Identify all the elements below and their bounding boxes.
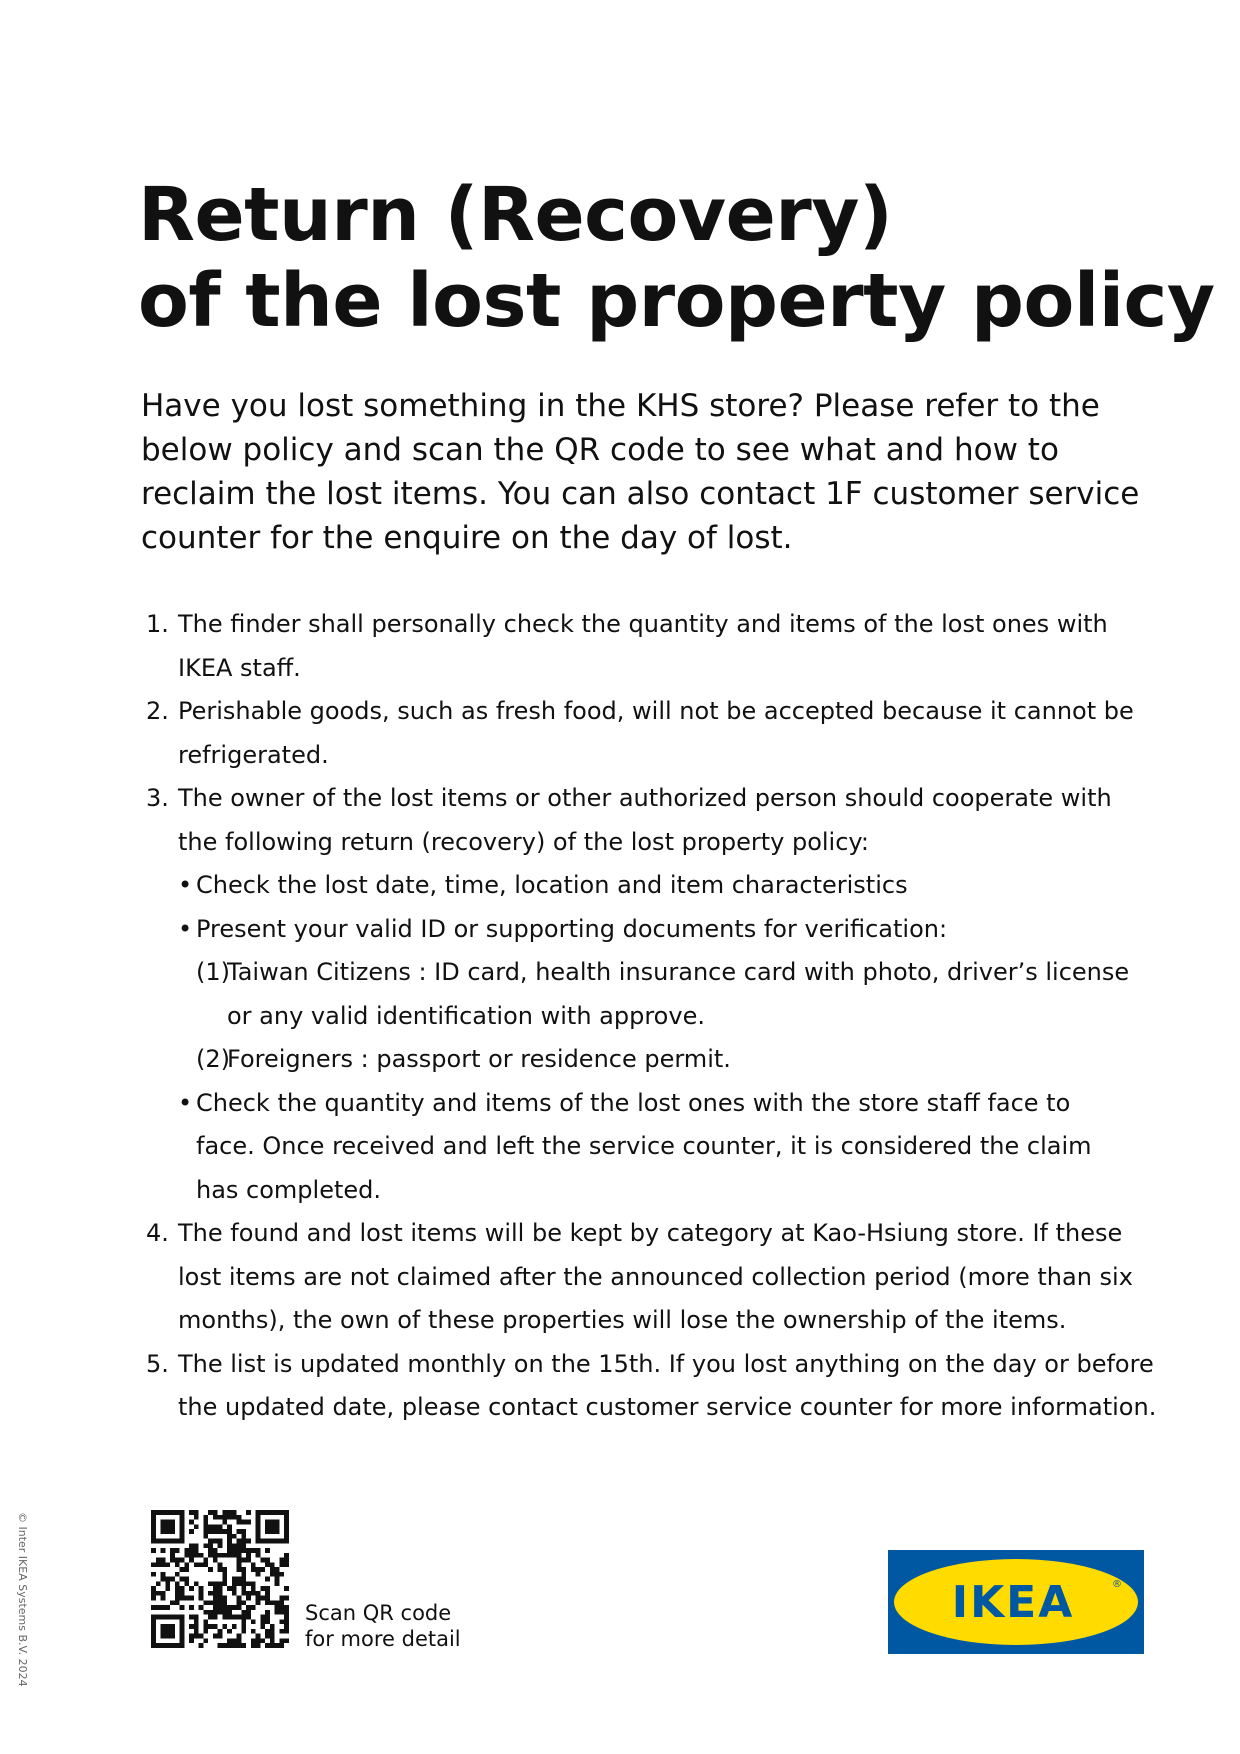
policy-item-number: 1. <box>146 610 169 638</box>
qr-code-icon[interactable] <box>151 1510 289 1648</box>
bullet-symbol: • <box>178 871 193 899</box>
policy-item-5 <box>146 1343 1157 1430</box>
title-line-1: Return (Recovery) <box>138 172 893 258</box>
policy-item-text: months), the own of these properties will lose the ownership of the items. <box>178 1306 1067 1334</box>
policy-item-1 <box>146 603 1126 690</box>
bullet-symbol: • <box>178 1088 193 1117</box>
intro-paragraph <box>141 384 1140 560</box>
logo-registered-mark: ® <box>1112 1579 1122 1590</box>
intro-line: counter for the enquire on the day of lost. <box>141 520 793 556</box>
logo-wordmark: IKEA <box>951 1577 1075 1628</box>
policy-item-text: refrigerated. <box>178 740 329 769</box>
policy-item-number: 5. <box>146 1349 169 1378</box>
bullet-text: has completed. <box>196 1175 382 1204</box>
scan-qr-line-2: for more detail <box>305 1627 461 1651</box>
bullet-text: Check the lost date, time, location and item characteristics <box>196 871 908 899</box>
intro-line: reclaim the lost items. You can also contact 1F customer service <box>141 476 1140 512</box>
title-line-2: of the lost property policy <box>138 258 1215 344</box>
id-option-text: or any valid identification with approve. <box>227 1001 705 1030</box>
policy-item-text: lost items are not claimed after the announced collection period (more than six <box>178 1262 1133 1291</box>
policy-item-text: the following return (recovery) of the lost property policy: <box>178 827 869 856</box>
bullet-item <box>178 864 1126 908</box>
policy-item-number: 2. <box>146 697 169 725</box>
bullet-text: Present your valid ID or supporting documents for verification: <box>196 914 948 943</box>
policy-item-text: The owner of the lost items or other authorized person should cooperate with <box>178 784 1112 812</box>
policy-item-text: The list is updated monthly on the 15th. If you lost anything on the day or before <box>178 1349 1154 1378</box>
policy-item-text: the updated date, please contact customer service counter for more information. <box>178 1393 1157 1421</box>
policy-item-2 <box>146 690 1134 777</box>
bullet-item <box>178 1082 1126 1213</box>
policy-item-text: Perishable goods, such as fresh food, will not be accepted because it cannot be <box>178 697 1134 725</box>
bullet-text: Check the quantity and items of the lost ones with the store staff face to <box>196 1088 1071 1117</box>
id-option-1 <box>196 951 1130 1038</box>
page-title <box>138 172 1215 344</box>
bullet-symbol: • <box>178 914 193 943</box>
scan-qr-line-1: Scan QR code <box>305 1601 452 1625</box>
bullet-item <box>178 908 1126 952</box>
policy-list <box>146 603 1157 1430</box>
policy-item-number: 3. <box>146 784 169 812</box>
id-option-number: (1) <box>196 958 230 986</box>
id-option-text: Taiwan Citizens : ID card, health insurance card with photo, driver’s license <box>227 958 1130 986</box>
id-option-text: Foreigners : passport or residence permit. <box>227 1045 731 1073</box>
intro-line: below policy and scan the QR code to see what and how to <box>141 432 1059 468</box>
policy-item-4 <box>146 1212 1133 1343</box>
copyright-notice: © Inter IKEA Systems B.V. 2024 <box>16 1512 29 1687</box>
policy-item-text: The finder shall personally check the quantity and items of the lost ones with <box>178 610 1108 638</box>
id-option-number: (2) <box>196 1045 230 1073</box>
scan-qr-caption <box>305 1600 461 1652</box>
intro-line: Have you lost something in the KHS store? Please refer to the <box>141 388 1100 424</box>
policy-item-3 <box>146 777 1130 1212</box>
bullet-text: face. Once received and left the service counter, it is considered the claim <box>196 1132 1092 1160</box>
policy-item-text: The found and lost items will be kept by category at Kao-Hsiung store. If these <box>178 1219 1123 1247</box>
id-option-2 <box>196 1038 1126 1082</box>
policy-item-number: 4. <box>146 1219 169 1247</box>
policy-item-text: IKEA staff. <box>178 653 301 682</box>
ikea-logo <box>888 1550 1144 1654</box>
